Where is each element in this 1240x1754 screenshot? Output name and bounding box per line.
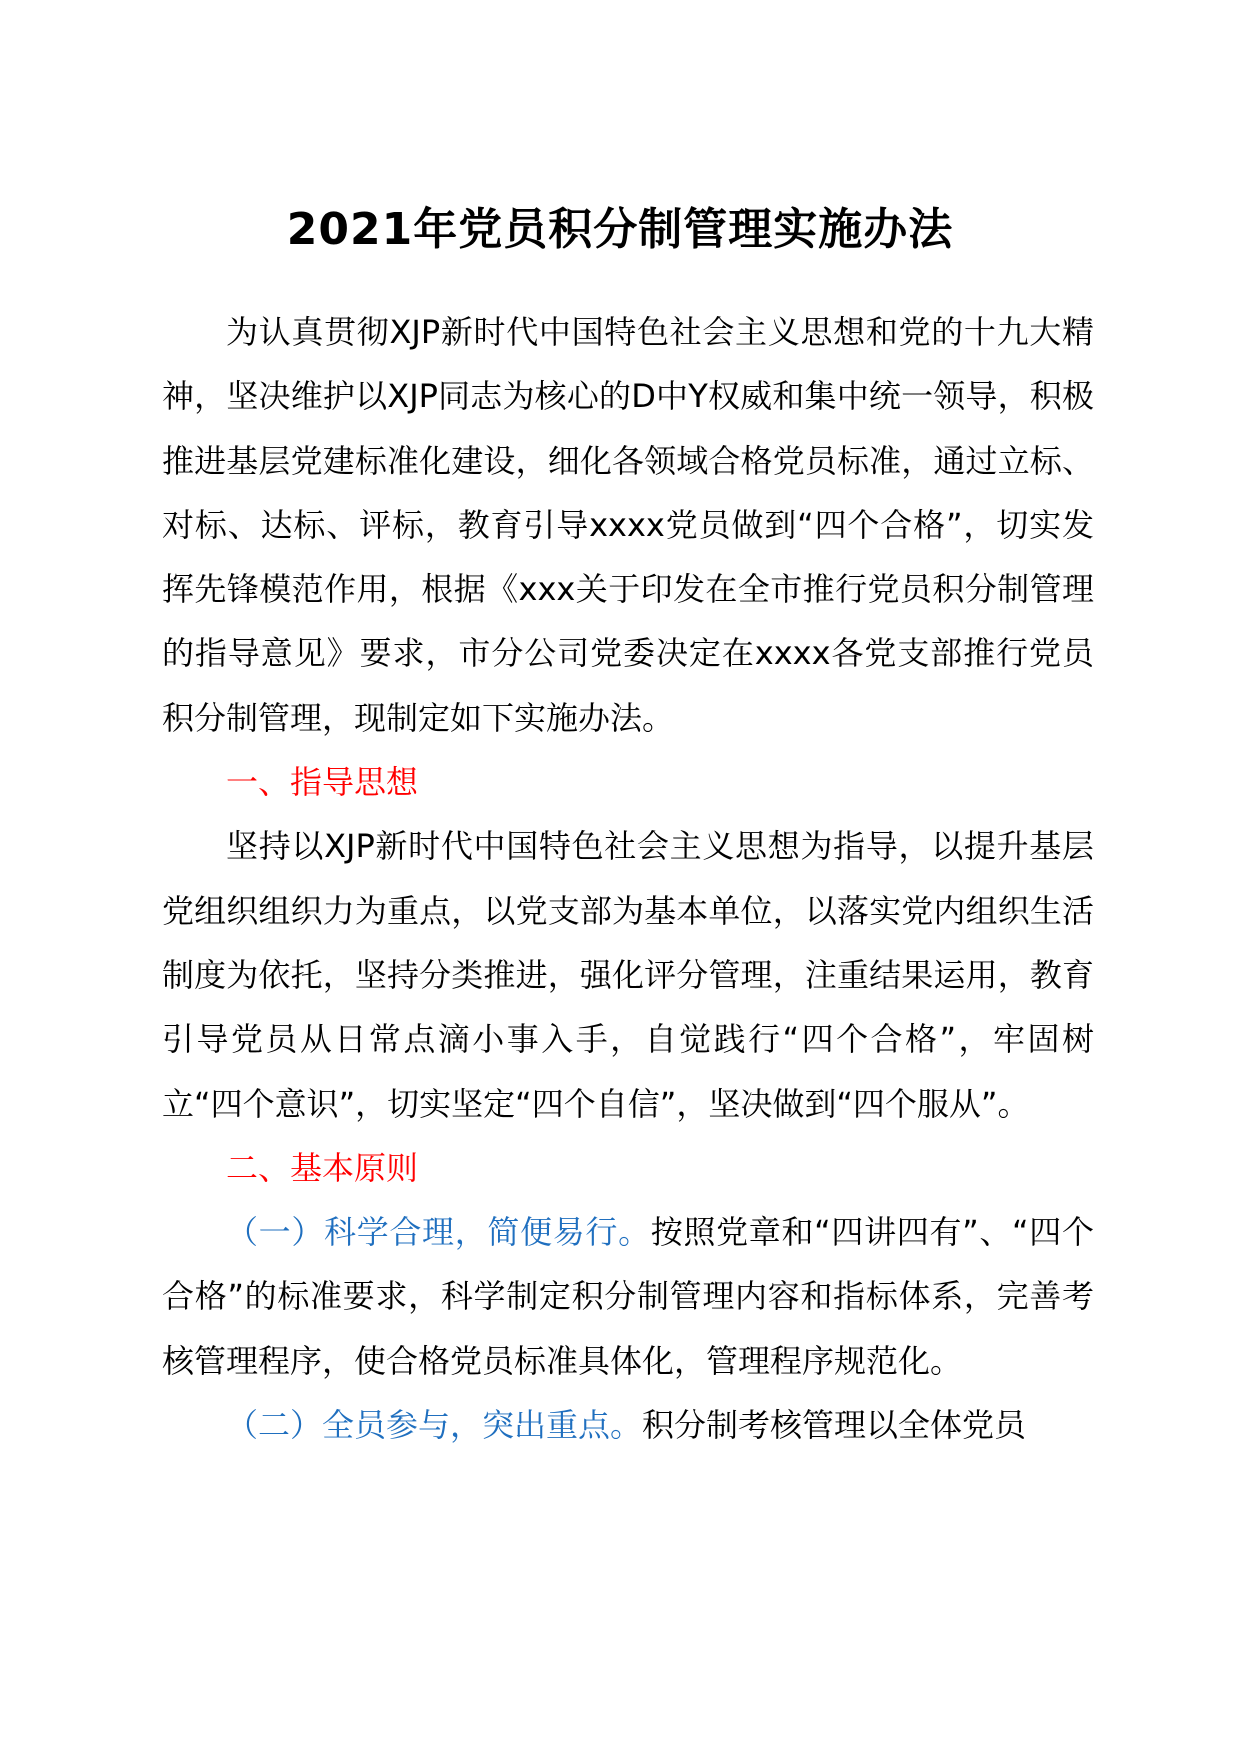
principle-item-2-body: 积分制考核管理以全体党员 xyxy=(642,1406,1027,1445)
principle-item-2-lead: （二）全员参与，突出重点。 xyxy=(226,1406,643,1445)
principle-item-2 xyxy=(162,1393,1094,1457)
principle-item-1-lead: （一）科学合理，简便易行。 xyxy=(226,1213,651,1252)
principle-item-1-body: 按照党章和“四讲四有”、“四个合格”的标准要求，科学制定积分制管理内容和指标体系，完善考核管理程序，使合格党员标准具体化，管理程序规范化。 xyxy=(162,1213,1094,1380)
section-heading-basic-principles: 二、基本原则 xyxy=(226,1148,419,1187)
document-body xyxy=(162,300,1094,1457)
principle-item-1 xyxy=(162,1200,1094,1393)
guiding-thought-paragraph: 坚持以XJP新时代中国特色社会主义思想为指导，以提升基层党组织组织力为重点，以党支部为基本单位，以落实党内组织生活制度为依托，坚持分类推进，强化评分管理，注重结果运用，教育引导党员从日常点滴小事入手，自觉践行“四个合格”，牢固树立“四个意识”，切实坚定“四个自信”，坚决做到“四个服从”。 xyxy=(162,827,1094,1123)
intro-paragraph: 为认真贯彻XJP新时代中国特色社会主义思想和党的十九大精神，坚决维护以XJP同志为核心的D中Y权威和集中统一领导，积极推进基层党建标准化建设，细化各领域合格党员标准，通过立标、对标、达标、评标，教育引导xxxx党员做到“四个合格”，切实发挥先锋模范作用，根据《xxx关于印发在全市推行党员积分制管理的指导意见》要求，市分公司党委决定在xxxx各党支部推行党员积分制管理，现制定如下实施办法。 xyxy=(162,313,1094,737)
document-title: 2021年党员积分制管理实施办法 xyxy=(286,204,954,255)
section-heading-guiding-thought: 一、指导思想 xyxy=(226,763,419,802)
